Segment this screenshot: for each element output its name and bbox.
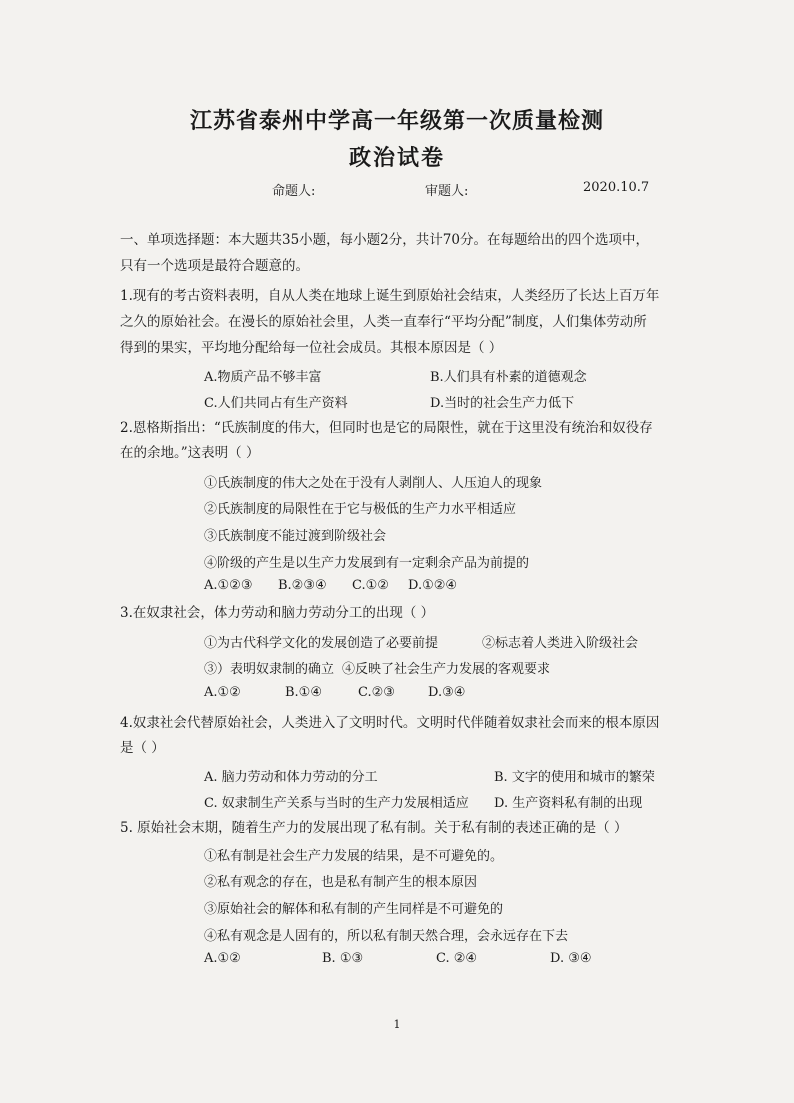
q3-option-b: B.①④ — [285, 685, 322, 700]
q3-option-a: A.①② — [204, 685, 241, 700]
q2-option-a: A.①②③ — [204, 578, 253, 593]
q3-option-d: D.③④ — [428, 685, 466, 700]
q2-option-d: D.①②④ — [408, 578, 458, 593]
q5-statement-3: ③原始社会的解体和私有制的产生同样是不可避免的 — [204, 902, 504, 917]
q2-option-b: B.②③④ — [278, 578, 327, 593]
q1-stem-line2: 之久的原始社会。在漫长的原始社会里，人类一直奉行“平均分配”制度，人们集体劳动所 — [120, 314, 647, 330]
q2-statement-1: ①氏族制度的伟大之处在于没有人剥削人、人压迫人的现象 — [204, 476, 543, 491]
q3-option-c: C.②③ — [358, 685, 395, 700]
q4-option-c: C. 奴隶制生产关系与当时的生产力发展相适应 — [204, 796, 469, 811]
q4-stem-line2: 是（ ） — [120, 740, 165, 756]
q1-option-b: B.人们具有朴素的道德观念 — [430, 370, 587, 385]
exam-subtitle: 政治试卷 — [348, 145, 445, 171]
q4-option-d: D. 生产资料私有制的出现 — [494, 796, 643, 811]
q3-statement-1: ①为古代科学文化的发展创造了必要前提 — [204, 636, 439, 651]
q1-option-a: A.物质产品不够丰富 — [204, 370, 322, 385]
q1-option-c: C.人们共同占有生产资料 — [204, 396, 348, 411]
q5-option-b: B. ①③ — [322, 951, 364, 966]
q2-stem-line2: 在的余地。”这表明（ ） — [120, 445, 260, 461]
exam-date: 2020.10.7 — [583, 180, 650, 195]
q5-stem: 5. 原始社会末期，随着生产力的发展出现了私有制。关于私有制的表述正确的是（ ） — [120, 820, 628, 836]
setter-label: 命题人: — [272, 184, 316, 199]
q4-stem-line1: 4.奴隶社会代替原始社会，人类进入了文明时代。文明时代伴随着奴隶社会而来的根本原因 — [120, 715, 660, 731]
q5-option-c: C. ②④ — [436, 951, 478, 966]
q1-option-d: D.当时的社会生产力低下 — [430, 396, 575, 411]
section-instructions-line1: 一、单项选择题：本大题共35小题，每小题2分，共计70分。在每题给出的四个选项中， — [120, 232, 649, 248]
q4-option-b: B. 文字的使用和城市的繁荣 — [494, 770, 655, 785]
q3-stem: 3.在奴隶社会，体力劳动和脑力劳动分工的出现（ ） — [120, 605, 435, 621]
q1-stem-line3: 得到的果实，平均地分配给每一位社会成员。其根本原因是（ ） — [120, 340, 503, 356]
q2-stem-line1: 2.恩格斯指出：“氏族制度的伟大，但同时也是它的局限性，就在于这里没有统治和奴役存 — [120, 420, 653, 436]
q5-statement-2: ②私有观念的存在，也是私有制产生的根本原因 — [204, 875, 478, 890]
section-instructions-line2: 只有一个选项是最符合题意的。 — [120, 258, 309, 274]
q2-statement-3: ③氏族制度不能过渡到阶级社会 — [204, 529, 387, 544]
q4-option-a: A. 脑力劳动和体力劳动的分工 — [204, 770, 378, 785]
exam-title: 江苏省泰州中学高一年级第一次质量检测 — [189, 108, 604, 134]
q5-statement-4: ④私有观念是人固有的，所以私有制天然合理，会永远存在下去 — [204, 929, 569, 944]
page-number: 1 — [393, 1018, 401, 1031]
q5-option-a: A.①② — [204, 951, 241, 966]
q5-statement-1: ①私有制是社会生产力发展的结果，是不可避免的。 — [204, 849, 504, 864]
reviewer-label: 审题人: — [425, 184, 469, 199]
q1-stem-line1: 1.现有的考古资料表明，自从人类在地球上诞生到原始社会结束，人类经历了长达上百万年 — [120, 288, 660, 304]
q5-option-d: D. ③④ — [550, 951, 592, 966]
q2-statement-4: ④阶级的产生是以生产力发展到有一定剩余产品为前提的 — [204, 556, 530, 571]
q3-statement-4: ④反映了社会生产力发展的客观要求 — [342, 662, 551, 677]
q3-statement-2: ②标志着人类进入阶级社会 — [482, 636, 639, 651]
q2-option-c: C.①② — [352, 578, 389, 593]
q3-statement-3: ③）表明奴隶制的确立 — [204, 662, 335, 677]
q2-statement-2: ②氏族制度的局限性在于它与极低的生产力水平相适应 — [204, 502, 517, 517]
